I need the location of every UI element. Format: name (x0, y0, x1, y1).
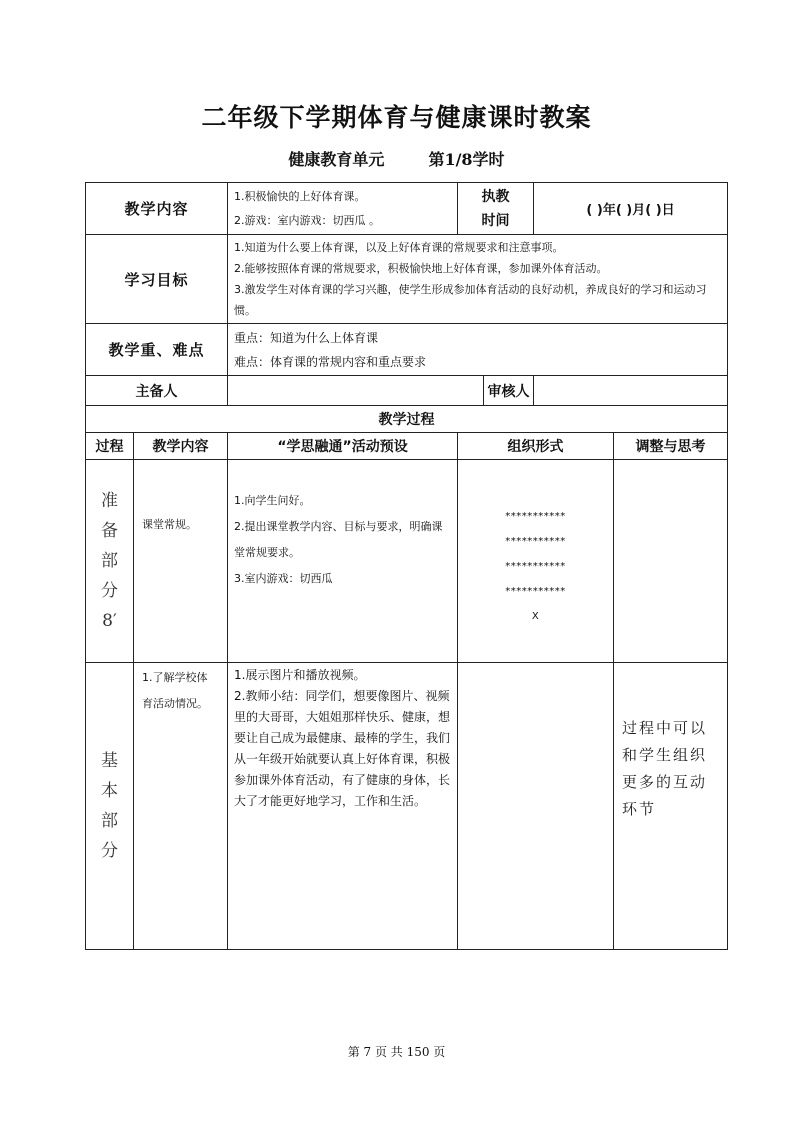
goal-item: 2.能够按照体育课的常规要求，积极愉快地上好体育课，参加课外体育活动。 (234, 262, 608, 275)
formation-row: *********** (505, 561, 566, 572)
formation-row: *********** (505, 586, 566, 597)
unit-name: 健康教育单元 (288, 150, 385, 169)
prep-formation (458, 460, 614, 663)
header-activities: “学思融通”活动预设 (228, 433, 458, 460)
lesson-number: 第1/8学时 (428, 150, 505, 169)
page-number: 第 7 页 共 150 页 (347, 1045, 446, 1059)
keypoints-list (228, 324, 728, 376)
formation-row: *********** (505, 536, 566, 547)
prep-part-label: 准 备 部 分 8′ (86, 460, 134, 663)
prep-reflection (614, 460, 728, 663)
basic-formation (458, 663, 614, 950)
keypoint-item: 难点：体育课的常规内容和重点要求 (234, 354, 427, 369)
keypoints-label: 教学重、难点 (86, 324, 228, 376)
lesson-plan-table (85, 182, 728, 950)
header-formation: 组织形式 (458, 433, 614, 460)
activity-item: 1.展示图片和播放视频。 (234, 668, 366, 682)
process-header-row (86, 433, 728, 460)
keypoints-row (86, 324, 728, 376)
basic-reflection: 过程中可以和学生组织更多的互动环节 (614, 663, 728, 950)
activity-item: 3.室内游戏：切西瓜 (234, 572, 333, 585)
content-items (228, 183, 458, 235)
content-row (86, 183, 728, 235)
preparer-value[interactable] (228, 376, 484, 406)
keypoint-item: 重点：知道为什么上体育课 (234, 330, 379, 345)
process-title: 教学过程 (86, 406, 728, 433)
executor-label: 执教 时间 (458, 183, 534, 235)
signoff-row (86, 376, 728, 406)
preparer-label: 主备人 (86, 376, 228, 406)
teacher-mark: X (531, 611, 540, 622)
process-title-row (86, 406, 728, 433)
basic-activities (228, 663, 458, 950)
activity-item: 2.提出课堂教学内容、目标与要求，明确课堂常规要求。 (234, 520, 443, 559)
content-item: 1.积极愉快的上好体育课。 (234, 189, 366, 203)
page-title: 二年级下学期体育与健康课时教案 (201, 103, 592, 132)
content-item: 2.游戏：室内游戏：切西瓜 。 (234, 213, 381, 227)
activity-item: 2.教师小结：同学们，想要像图片、视频里的大哥哥，大姐姐那样快乐、健康，想要让自己成为最健康、最棒的学生，我们从一年级开始就要认真上好体育课，积极参加课外体育活动，有了健康的身体，长大了才能更好地学习，工作和生活。 (234, 689, 451, 808)
goal-item: 1.知道为什么要上体育课，以及上好体育课的常规要求和注意事项。 (234, 241, 564, 254)
header-reflection: 调整与思考 (614, 433, 728, 460)
basic-row (86, 663, 728, 950)
prep-content: 课堂常规。 (134, 460, 228, 663)
basic-content: 1.了解学校体育活动情况。 (134, 663, 228, 950)
goal-item: 3.激发学生对体育课的学习兴趣，使学生形成参加体育活动的良好动机，养成良好的学习和运动习惯。 (234, 283, 707, 317)
prep-row (86, 460, 728, 663)
basic-part-label: 基 本 部 分 (86, 663, 134, 950)
date-field[interactable]: ( )年( )月( )日 (534, 183, 728, 235)
activity-item: 1.向学生问好。 (234, 494, 311, 507)
goals-list (228, 235, 728, 324)
goals-row (86, 235, 728, 324)
goals-label: 学习目标 (86, 235, 228, 324)
content-label: 教学内容 (86, 183, 228, 235)
prep-activities (228, 460, 458, 663)
formation-row: *********** (505, 511, 566, 522)
unit-subtitle (0, 147, 793, 170)
header-process: 过程 (86, 433, 134, 460)
reviewer-label: 审核人 (484, 376, 534, 406)
reviewer-value[interactable] (534, 376, 728, 406)
header-content: 教学内容 (134, 433, 228, 460)
